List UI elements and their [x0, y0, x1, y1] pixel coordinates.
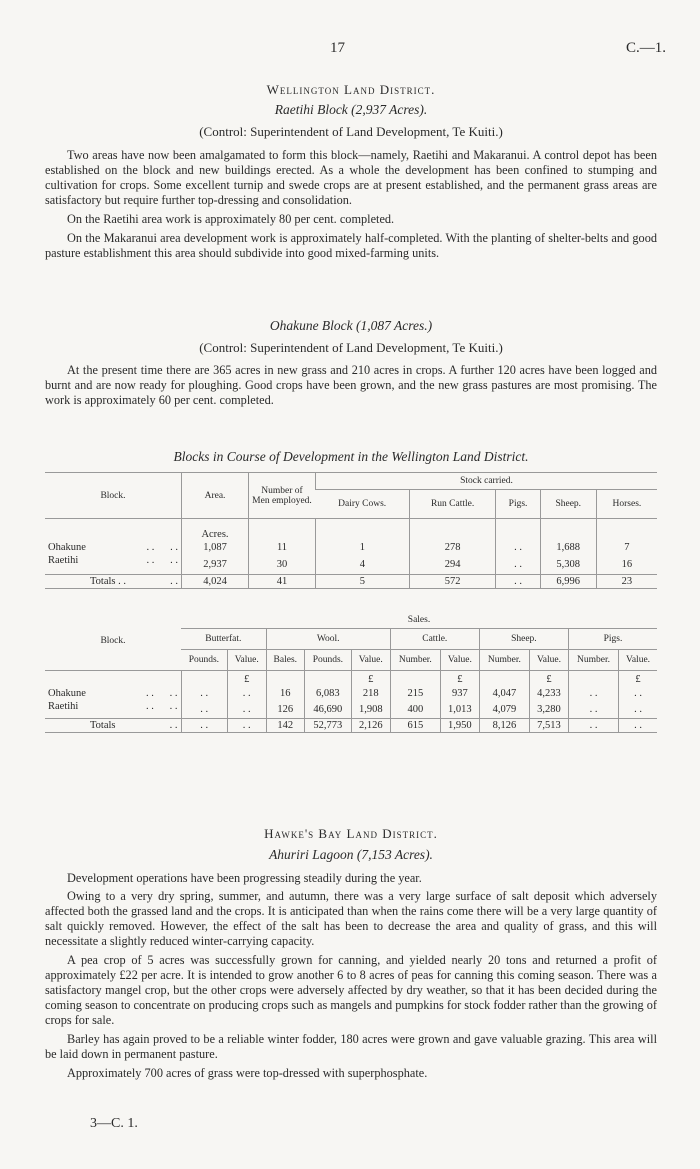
control-note: (Control: Superintendent of Land Development, Te Kuiti.) [199, 340, 503, 355]
ohakune-section [45, 318, 657, 408]
table-row: Ohakune . . . . . . . . 16 6,083 218 215 937 4,047 4,233 . . . . [45, 687, 657, 700]
control-note: (Control: Superintendent of Land Development, Te Kuiti.) [199, 124, 503, 139]
col-men: Number of Men employed. [249, 473, 316, 519]
footer-signature: 3—C. 1. [90, 1116, 138, 1131]
block-title: Ahuriri Lagoon (7,153 Acres). [269, 847, 433, 862]
paragraph: On the Makaranui area development work is approximately half-completed. With the planting of shelter-belts and good pasture establishment this area should subdivide into good mixed-farming units. [45, 231, 657, 260]
hawkes-bay-section [45, 826, 657, 1081]
table-title: Blocks in Course of Development in the Wellington Land District. [173, 449, 529, 464]
col-pigs: Pigs. [568, 629, 657, 650]
col-wool: Wool. [266, 629, 390, 650]
district-heading: Wellington Land District. [266, 82, 436, 97]
col-pigs: Pigs. [496, 490, 540, 519]
paragraph: A pea crop of 5 acres was successfully grown for canning, and yielded nearly 20 tons and returned a profit of approximately £22 per acre. It is intended to grow another 6 to 8 acres of peas for canning this coming season. There was a satisfactory mangel crop, but the other crops were adversely affected by dry weather, so that it has been decided during the coming season to concentrate on producing crops such as mangels and pumpkins for stock fodder rather than the growing of crops for sale. [45, 953, 657, 1027]
sales-heading: Sales. [181, 612, 657, 629]
block-title: Ohakune Block (1,087 Acres.) [269, 318, 433, 333]
col-horses: Horses. [596, 490, 657, 519]
col-sheep: Sheep. [540, 490, 596, 519]
col-block: Block. [45, 612, 181, 671]
wellington-section [45, 82, 657, 261]
col-dairy: Dairy Cows. [316, 490, 410, 519]
paragraph: Development operations have been progressing steadily during the year. [67, 871, 422, 885]
paragraph: Approximately 700 acres of grass were top-dressed with superphosphate. [67, 1066, 428, 1080]
table-row: Raetihi . . . . . . . . 126 46,690 1,908 400 1,013 4,079 3,280 . . . . [45, 700, 657, 719]
totals-row: Totals . . . . 4,024 41 5 572 . . 6,996 23 [45, 575, 657, 589]
paragraph: At the present time there are 365 acres in new grass and 210 acres in crops. A further 120 acres have been logged and burnt and are now ready for ploughing. Good crops have been grown, and the new grass pastures are most promising. The work is approximately 60 per cent. completed. [45, 363, 657, 407]
table-row: Ohakune . . . . 1,087 11 1 278 . . 1,688 7 [45, 541, 657, 554]
col-block: Block. [45, 473, 182, 519]
col-stock: Stock carried. [316, 473, 658, 490]
page-number: 17 [330, 40, 345, 56]
col-run-cattle: Run Cattle. [409, 490, 496, 519]
block-description [45, 148, 657, 261]
table-row: Raetihi . . . . 2,937 30 4 294 . . 5,308 16 [45, 554, 657, 575]
block-description [45, 363, 657, 408]
totals-row: Totals . . . . . . 142 52,773 2,126 615 1,950 8,126 7,513 . . . . [45, 719, 657, 733]
block-title: Raetihi Block (2,937 Acres). [274, 102, 428, 117]
paragraph: Owing to a very dry spring, summer, and autumn, there was a very large surface of salt deposit which adversely affected both the grassed land and the crops. It is anticipated than when the rains come there will be a very large quantity of salt quickly removed. However, the effect of the salt has been to decrease the area and quality of grass, and this will necessitate a slightly reduced winter-carrying capacity. [45, 889, 657, 948]
unit-acres: Acres. [182, 519, 249, 542]
col-cattle: Cattle. [390, 629, 479, 650]
block-description [45, 871, 657, 1081]
stock-table [45, 472, 657, 589]
col-butterfat: Butterfat. [181, 629, 266, 650]
paragraph: On the Raetihi area work is approximately 80 per cent. completed. [67, 212, 395, 226]
district-heading: Hawke's Bay Land District. [264, 826, 438, 841]
col-sheep: Sheep. [479, 629, 568, 650]
paragraph: Two areas have now been amalgamated to form this block—namely, Raetihi and Makaranui. A control depot has been established on the block and new buildings erected. As a whole the development has been confined to stumping and cultivation for crops. Some excellent turnip and swede crops are at present established, and the permanent grass areas are satisfactory but require further top-dressing and consolidation. [45, 148, 657, 207]
paragraph: Barley has again proved to be a reliable winter fodder, 180 acres were grown and gave valuable grazing. This area will be laid down in permanent pasture. [45, 1032, 657, 1061]
document-code: C.—1. [625, 40, 666, 56]
col-area: Area. [182, 473, 249, 519]
sales-table: Block. Sales. Butterfat. Wool. Cattle. Sheep. Pigs. Pounds. Value. Bales. Pounds. Value. Number. Value. Number. Value. Number. Value. £ £ £ £ £ Ohakune . . . . . . . . 16 6,083 218 215 937 4,047 4,233 . . . . Raetihi . . . . . . . . 126 46,690 1,908 400 1,013 4,079 3,280 . . . . Totals . . . . . . 142 52,773 2,126 615 1,950 8,126 7,513 . . . . [45, 612, 657, 733]
